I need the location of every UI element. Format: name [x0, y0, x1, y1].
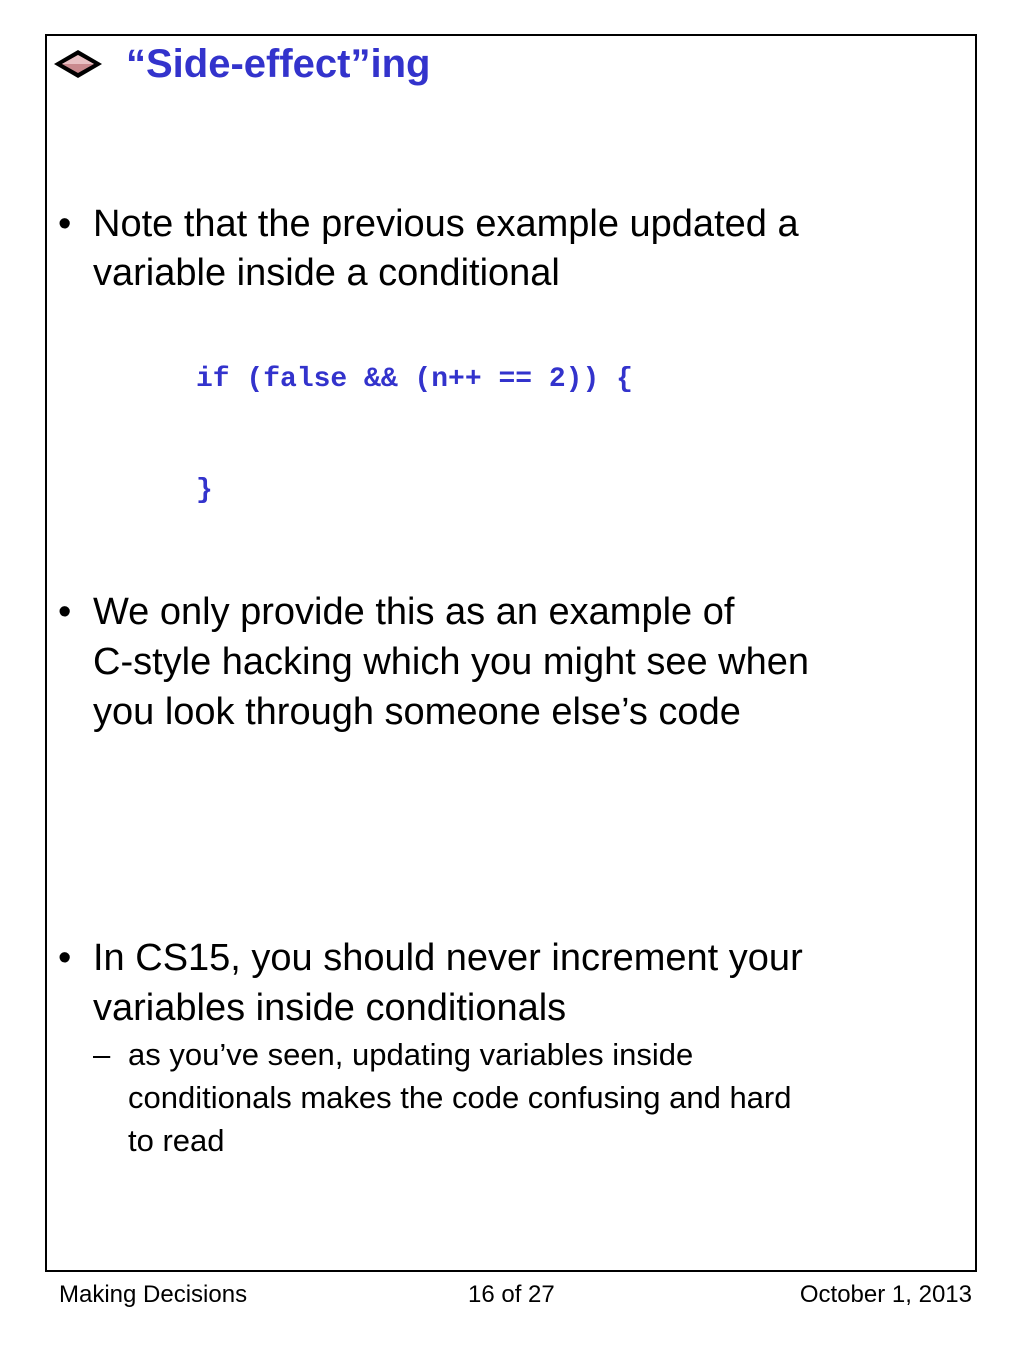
- bullet-marker: •: [58, 203, 72, 245]
- bullet-line: In CS15, you should never increment your: [93, 937, 803, 979]
- diamond-bullet-icon: [52, 48, 104, 80]
- bullet-line: you look through someone else’s code: [93, 691, 741, 733]
- bullet-line: Note that the previous example updated a: [93, 203, 799, 245]
- slide-title: “Side-effect”ing: [126, 41, 431, 86]
- bullet-line: We only provide this as an example of: [93, 591, 735, 633]
- bullet-line: variables inside conditionals: [93, 987, 567, 1029]
- bullet-marker: •: [58, 591, 72, 633]
- slide-header: [52, 38, 430, 90]
- bullet-line: variable inside a conditional: [93, 252, 560, 294]
- sub-bullet-line: as you’ve seen, updating variables inside: [128, 1037, 694, 1072]
- bullet-marker: •: [58, 937, 72, 979]
- footer-page-number: 16 of 27: [468, 1281, 555, 1308]
- sub-bullet-marker: –: [93, 1037, 111, 1072]
- sub-bullet-line: conditionals makes the code confusing and hard: [128, 1080, 792, 1115]
- footer-date: October 1, 2013: [799, 1281, 972, 1308]
- footer-left: Making Decisions: [59, 1281, 248, 1308]
- bullet-line: C-style hacking which you might see when: [93, 641, 810, 683]
- code-line: }: [196, 475, 213, 506]
- sub-bullet-line: to read: [128, 1123, 225, 1158]
- code-line: if (false && (n++ == 2)) {: [196, 364, 633, 395]
